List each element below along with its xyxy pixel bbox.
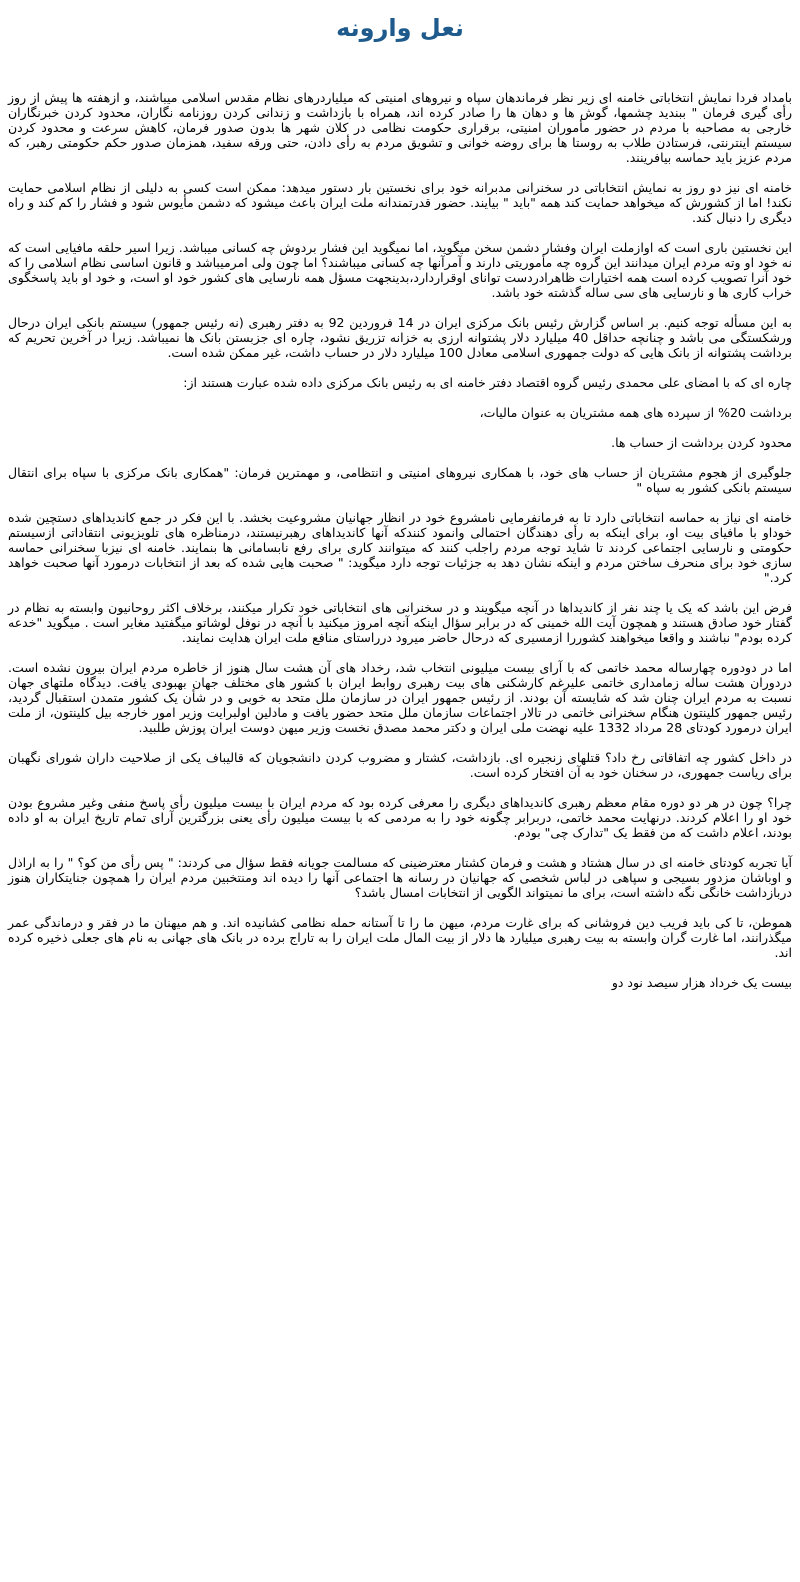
article-paragraph: بامداد فردا نمایش انتخاباتی خامنه ای زیر نظر فرماندهان سپاه و نیروهای امنیتی که میلیاردرهای نظام مقدس اسلامی میباشند، و ازهفته ها پیش از روز رأی گیری فرمان " ببندید چشمها، گوش ها و دهان ها را صادر کرده اند، همراه با بازداشت و زندانی کردن روزنامه نگاران، محدود کردن خبرنگاران خارجی به مصاحبه با مردم در حضور مأموران امنیتی، برقراری حکومت نظامی در کلان شهر ها بدون صدور فرمان، کاهش سرعت و محدود کردن سیستم اینترنتی، فرستادن طلاب به روستا ها برای روضه خوانی و تشویق مردم به رأی دادن، حتی ورقه سفید، همزمان صدور حکم حکومتی رهبر، که مردم عزیز باید حماسه بیافرینند. xyxy=(8,90,792,165)
article-paragraph: آیا تجربه کودتای خامنه ای در سال هشتاد و هشت و فرمان کشتار معترضینی که مسالمت جویانه فقط سؤال می کردند: " پس رأی من کو؟ " را به اراذل و اوباشان مزدور بسیجی و سپاهی در لباس شخصی که جهانیان در رسانه ها اجتماعی آنها را دیده اند ومنتخبین مردم ایران را همچون جنایتکاران هنوز دربازداشت خانگی نگه داشته است، برای ما نمیتواند الگویی از انتخابات امسال باشد؟ xyxy=(8,855,792,900)
article-paragraph: محدود کردن برداشت از حساب ها. xyxy=(611,435,792,450)
article-paragraph: اما در دودوره چهارساله محمد خاتمی که با آرای بیست میلیونی انتخاب شد، رخداد های آن هشت سال هنوز از خاطره مردم ایران بیرون نشده است. دردوران هشت ساله زمامداری خاتمی علیرغم کارشکنی های بیت رهبری روابط ایران با کشور های مختلف جهان بهبودی یافت. دیدگاه ملتهای جهان نسبت به مردم ایران چنان شد که شایسته آن بودند. از رئیس جمهور ایران در سازمان ملل متحد به خوبی و در شأن یک کشور متمدن استقبال گردید، رئیس جمهور کلینتون هنگام سخنرانی خاتمی در تالار اجتماعات سازمان ملل متحد حضور یافت و مادلین اولبرایت وزیر امور خارجه بیل کلینتون، از ملت ایران درمورد کودتای 28 مرداد 1332 علیه نهضت ملی ایران و دکتر محمد مصدق نخست وزیر میهن دوست ایران پوزش طلبید. xyxy=(8,660,792,735)
article-date: بیست یک خرداد هزار سیصد نود دو xyxy=(611,975,792,990)
page-title: نعل وارونه xyxy=(336,14,464,42)
article-paragraph: برداشت 20% از سپرده های همه مشتریان به عنوان مالیات، xyxy=(479,405,792,420)
article-paragraph: چرا؟ چون در هر دو دوره مقام معظم رهبری کاندیداهای دیگری را معرفی کرده بود که مردم ایران با بیست میلیون رأی پاسخ منفی وغیر مشروع بودن خود او را اعلام کردند. درنهایت محمد خاتمی، دربرابر چگونه خود را به مردمی که با بیست میلیون رأی یعنی بزرگترین آرای تمام تاریخ ایران به او داده بودند، اعلام داشت که من فقط یک "تدارک چی" بودم. xyxy=(8,795,792,840)
article-paragraph: خامنه ای نیز دو روز به نمایش انتخاباتی در سخنرانی مدبرانه خود برای نخستین بار دستور میدهد: ممکن است کسی به دلیلی از نظام اسلامی حمایت نکند! اما از کشورش که میخواهد حمایت کند همه "باید " بیایند. حضور قدرتمندانه ملت ایران باعث میشود که دشمن مأیوس شود و فشار را کم کند و راه دیگری را دنبال کند. xyxy=(8,180,792,225)
article-paragraph: خامنه ای نیاز به حماسه انتخاباتی دارد تا به فرمانفرمایی نامشروع خود در انظار جهانیان مشروعیت بخشد. با این فکر در جمع کاندیداهای دستچین شده خوداو با مافیای بیت او، برای اینکه به رأی دهندگان احتمالی وانمود کنندکه آنها کاندیداهای رهبرنیستند، درمناظره های تلویزیونی انتقاداتی ازسیستم حکومتی و نارسایی اجتماعی کردند تا شاید توجه مردم راجلب کنند که میتوانند کاری برای رفع نابسامانی ها بنمایند. خامنه ای نیزبا سخنرانی حماسه سازی خود برای منحرف ساختن مردم و اینکه نشان دهد به جزئیات توجه دارد میگوید: " صحبت هایی شده که بعد از انتخابات درمورد آنها صحبت خواهد کرد." xyxy=(8,510,792,585)
article-paragraph: جلوگیری از هجوم مشتریان از حساب های خود، با همکاری نیروهای امنیتی و انتظامی، و مهمترین فرمان: "همکاری بانک مرکزی با سپاه برای انتقال سیستم بانکی کشور به سپاه " xyxy=(8,465,792,495)
article-paragraph: هموطن، تا کی باید فریب دین فروشانی که برای غارت مردم، میهن ما را تا آستانه حمله نظامی کشانیده اند. و هم میهنان ما در فقر و درماندگی عمر میگذرانند، اما غارت گران وابسته به بیت رهبری میلیارد ها دلار از بیت المال ملت ایران را به تاراج برده در بانک های جهانی به نام های جعلی ذخیره کرده اند. xyxy=(8,915,792,960)
page xyxy=(0,8,800,990)
article-body xyxy=(8,90,792,990)
article-paragraph: چاره ای که با امضای علی محمدی رئیس گروه اقتصاد دفتر خامنه ای به رئیس بانک مرکزی داده شده عبارت هستند از: xyxy=(183,375,792,390)
article-paragraph: فرض این باشد که یک یا چند نفر از کاندیداها در آنچه میگویند و در سخنرانی های انتخاباتی خود تکرار میکنند، برخلاف اکثر روحانیون وابسته به نظام در گفتار خود صادق هستند و همچون آیت الله خمینی که در برابر سؤال اینکه آنچه امروز میکنید با آنچه در نوفل لوشاتو میگفتید مغایر است . میگوید "خدعه کرده بودم" نباشند و واقعا میخواهند کشوررا ازمسیری که درحال حاضر میرود درراستای منافع ملت ایران هدایت نمایند. xyxy=(8,600,792,645)
article-paragraph: این نخستین باری است که اوازملت ایران وفشار دشمن سخن میگوید، اما نمیگوید این فشار بردوش چه کسانی میباشد. زیرا اسیر حلقه مافیایی است که نه خود او وته مردم ایران میدانند این گروه چه مأموریتی دارند و آمرآنها چه کسانی میباشند؟ اما چون ولی امرمیباشد و قانون اساسی نظام اسلامی را که خود آنرا تصویب کرده است همه اختیارات ظاهرادردست توانای اوقراردارد،بدینجهت مسؤل همه نارسایی های کشور خود او است، و خود او باید پاسخگوی خراب کاری ها و نارسایی های سی ساله گذشته خود باشد. xyxy=(8,240,792,300)
article-paragraph: به این مسأله توجه کنیم. بر اساس گزارش رئیس بانک مرکزی ایران در 14 فروردین 92 به دفتر رهبری (نه رئیس جمهور) سیستم بانکی ایران درحال ورشکستگی می باشد و چنانچه حداقل 40 میلیارد دلار پشتوانه ارزی به خزانه تزریق نشود، چاره ای جزبستن بانک ها نمیباشد. زیرا در آخرین تحریم که برداشت پشتوانه از بانک هایی که دولت جمهوری اسلامی معادل 100 میلیارد دلار در حساب داشت، غیر ممکن شده است. xyxy=(8,315,793,360)
article-paragraph: در داخل کشور چه اتفاقاتی رخ داد؟ قتلهای زنجیره ای. بازداشت، کشتار و مضروب کردن دانشجویان که قالیباف یکی از صلاحیت داران شورای نگهبان برای ریاست جمهوری، در سخنان خود به آن افتخار کرده است. xyxy=(8,750,792,780)
